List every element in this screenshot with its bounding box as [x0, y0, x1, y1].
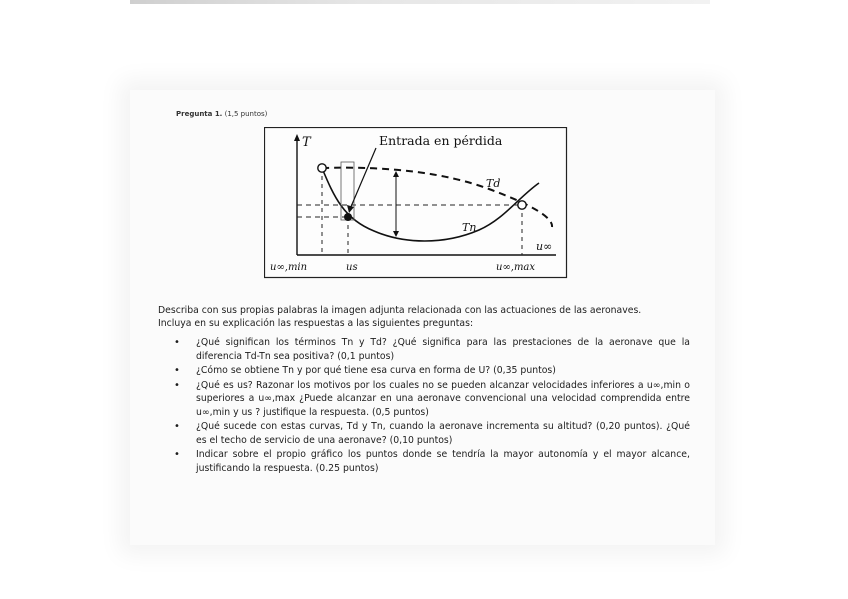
td-label: Td [486, 177, 501, 190]
question-item [170, 448, 690, 475]
question-text: ¿Qué es us? Razonar los motivos por los cuales no se pueden alcanzar velocidades inferiores a u∞,min o superiores a u∞,max ¿Puede alcanzar en una aeronave convencional una velocidad comprendida entre u∞,min y us ? justifique la respuesta. (0,5 puntos) [196, 379, 690, 418]
thrust-speed-figure [264, 127, 569, 279]
question-item [170, 364, 690, 378]
x-axis-label: u∞ [536, 240, 553, 253]
tn-label: Tn [462, 221, 477, 234]
tick-umin: u∞,min [270, 262, 308, 273]
question-header [176, 110, 267, 118]
bullet-icon: • [174, 365, 180, 376]
question-text: ¿Qué significan los términos Tn y Td? ¿Qué significa para las prestaciones de la aeronave que la diferencia Td-Tn sea positiva? (0,1 puntos) [196, 337, 690, 362]
question-label: Pregunta 1. [176, 110, 223, 118]
question-list [170, 336, 690, 476]
question-text: ¿Cómo se obtiene Tn y por qué tiene esa curva en forma de U? (0,35 puntos) [196, 365, 556, 376]
question-points: (1,5 puntos) [224, 110, 268, 118]
tick-us: us [346, 262, 358, 273]
intro-paragraph [158, 304, 698, 330]
umax-point [518, 201, 526, 209]
bullet-icon: • [174, 421, 180, 432]
bullet-icon: • [174, 379, 180, 391]
question-text: ¿Qué sucede con estas curvas, Td y Tn, cuando la aeronave incrementa su altitud? (0,20 puntos). ¿Qué es el techo de servicio de una aeronave? (0,10 puntos) [196, 421, 690, 446]
bullet-icon: • [174, 337, 180, 348]
us-point [344, 213, 352, 221]
tick-umax: u∞,max [496, 262, 536, 273]
question-item [170, 379, 690, 420]
figure-svg [264, 127, 569, 279]
bullet-icon: • [174, 449, 180, 460]
intro-line-1: Describa con sus propias palabras la imagen adjunta relacionada con las actuaciones de las aeronaves. [158, 305, 642, 316]
question-item [170, 420, 690, 447]
question-text: Indicar sobre el propio gráfico los puntos donde se tendría la mayor autonomía y el mayor alcance, justificando la respuesta. (0.25 puntos) [196, 449, 690, 474]
scan-edge-strip [130, 0, 710, 4]
y-axis-label: T [302, 135, 311, 150]
question-item [170, 336, 690, 363]
umin-point [318, 164, 326, 172]
intro-line-2: Incluya en su explicación las respuestas a las siguientes preguntas: [158, 318, 474, 329]
stall-label: Entrada en pérdida [379, 133, 503, 148]
